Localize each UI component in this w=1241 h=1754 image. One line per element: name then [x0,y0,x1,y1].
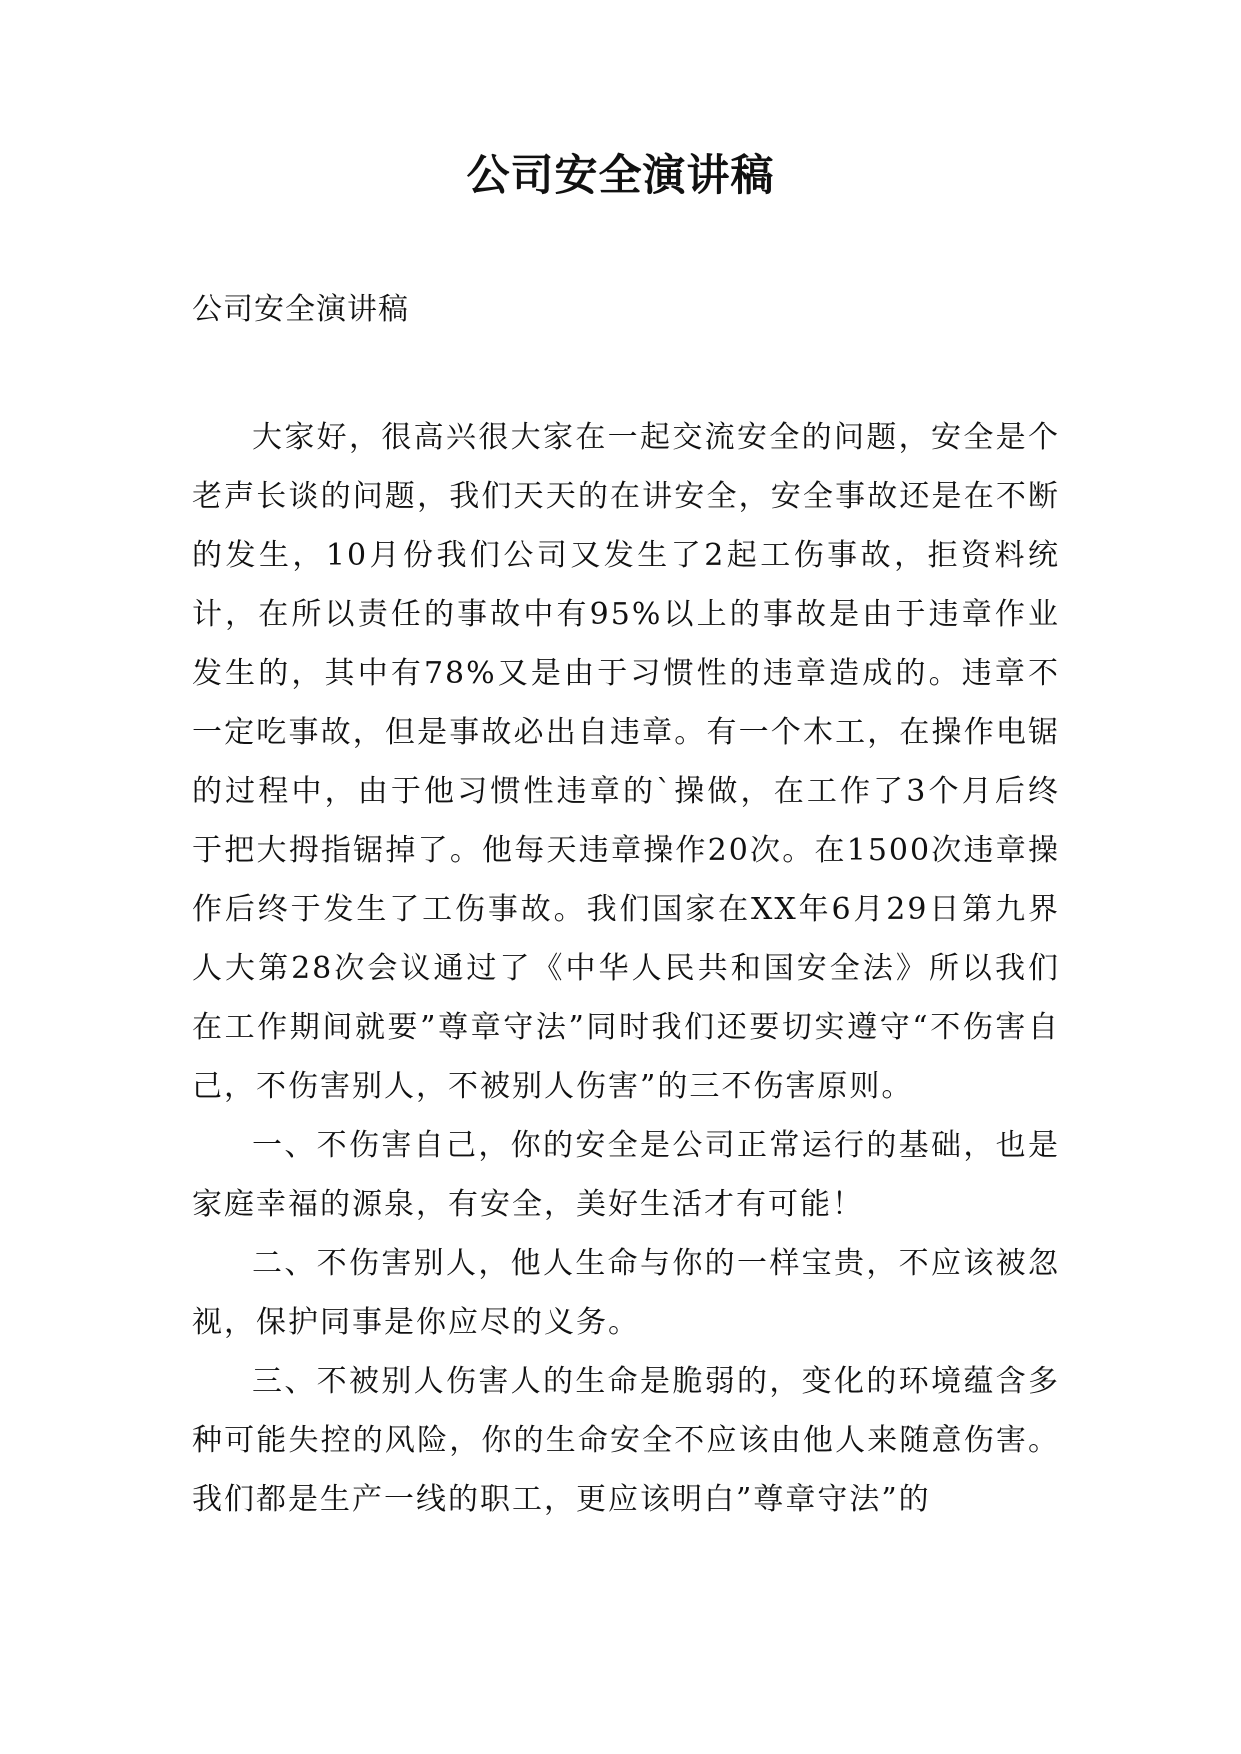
document-body [192,408,1060,1529]
paragraph-principle-2: 二、不伤害别人，他人生命与你的一样宝贵，不应该被忽视，保护同事是你应尽的义务。 [192,1246,1060,1340]
document-title: 公司安全演讲稿 [466,151,775,201]
paragraph-principle-3: 三、不被别人伤害人的生命是脆弱的，变化的环境蕴含多种可能失控的风险，你的生命安全不应该由他人来随意伤害。我们都是生产一线的职工，更应该明白”尊章守法”的 [192,1364,1060,1517]
document-subtitle: 公司安全演讲稿 [192,292,409,327]
paragraph-principle-1: 一、不伤害自己，你的安全是公司正常运行的基础，也是家庭幸福的源泉，有安全，美好生活才有可能！ [192,1128,1060,1222]
paragraph-intro: 大家好，很高兴很大家在一起交流安全的问题，安全是个老声长谈的问题，我们天天的在讲安全，安全事故还是在不断的发生，10月份我们公司又发生了2起工伤事故，拒资料统计，在所以责任的事故中有95%以上的事故是由于违章作业发生的，其中有78%又是由于习惯性的违章造成的。违章不一定吃事故，但是事故必出自违章。有一个木工，在操作电锯的过程中，由于他习惯性违章的`操做，在工作了3个月后终于把大拇指锯掉了。他每天违章操作20次。在1500次违章操作后终于发生了工伤事故。我们国家在XX年6月29日第九界人大第28次会议通过了《中华人民共和国安全法》所以我们在工作期间就要”尊章守法”同时我们还要切实遵守“不伤害自己，不伤害别人，不被别人伤害”的三不伤害原则。 [192,420,1060,1104]
